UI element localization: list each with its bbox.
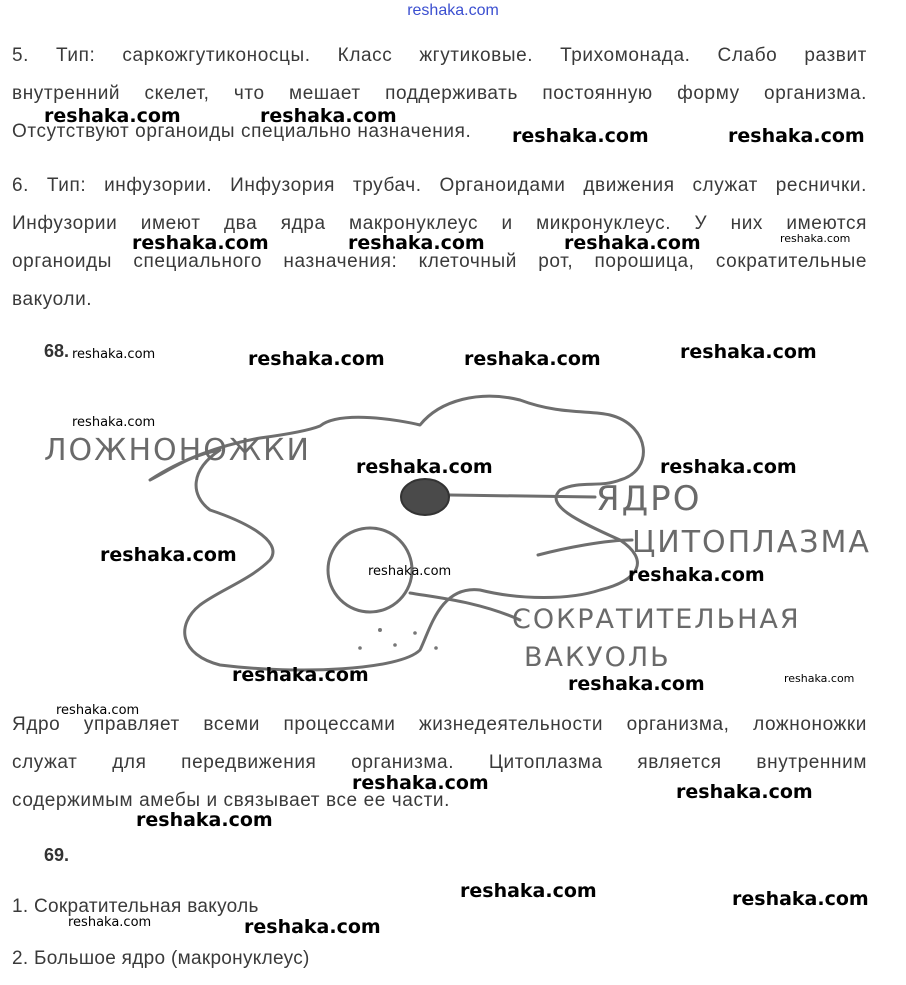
list-item: 2. Большое ядро (макронуклеус) bbox=[12, 948, 310, 969]
paragraph-line: 5. Тип: саркожгутиконосцы. Класс жгутиковые. Трихомонада. Слабо развит bbox=[12, 45, 867, 66]
vacuole-label-line1: СОКРАТИТЕЛЬНАЯ bbox=[512, 604, 801, 635]
task-number-68: 68. bbox=[44, 341, 70, 361]
watermark: reshaka.com bbox=[680, 341, 817, 363]
watermark: reshaka.com bbox=[356, 456, 493, 478]
cytoplasm-label: ЦИТОПЛАЗМА bbox=[632, 525, 871, 560]
watermark: reshaka.com bbox=[72, 415, 156, 430]
paragraph-line: служат для передвижения организма. Цитоплазма является внутренним bbox=[12, 752, 867, 773]
paragraph-line: органоиды специального назначения: клеточный рот, порошица, сократительные bbox=[12, 251, 867, 272]
watermark: reshaka.com bbox=[464, 348, 601, 370]
watermark: reshaka.com bbox=[512, 125, 649, 147]
watermark: reshaka.com bbox=[460, 880, 597, 902]
paragraph-line: Отсутствуют органоиды специально назначения. bbox=[12, 121, 472, 142]
site-link[interactable]: reshaka.com bbox=[407, 2, 499, 19]
paragraph-line: Инфузории имеют два ядра макронуклеус и микронуклеус. У них имеются bbox=[12, 213, 867, 234]
watermark: reshaka.com bbox=[232, 664, 369, 686]
list-item: 1. Сократительная вакуоль bbox=[12, 896, 259, 917]
watermark: reshaka.com bbox=[780, 232, 851, 245]
watermark: reshaka.com bbox=[564, 232, 701, 254]
task-number-69: 69. bbox=[44, 845, 70, 865]
watermark: reshaka.com bbox=[368, 564, 452, 579]
watermark: reshaka.com bbox=[244, 916, 381, 938]
watermark: reshaka.com bbox=[732, 888, 869, 910]
pseudopods-label: ЛОЖНОНОЖКИ bbox=[44, 433, 311, 468]
nucleus-shape bbox=[401, 479, 449, 515]
paragraph-line: вакуоли. bbox=[12, 289, 93, 310]
watermark: reshaka.com bbox=[568, 673, 705, 695]
watermark: reshaka.com bbox=[248, 348, 385, 370]
paragraph-line: внутренний скелет, что мешает поддерживать постоянную форму организма. bbox=[12, 83, 867, 104]
amoeba-drawing bbox=[0, 330, 906, 710]
nucleus-label: ЯДРО bbox=[596, 479, 702, 519]
watermark: reshaka.com bbox=[728, 125, 865, 147]
watermark: reshaka.com bbox=[660, 456, 797, 478]
watermark: reshaka.com bbox=[56, 703, 140, 718]
watermark: reshaka.com bbox=[676, 781, 813, 803]
watermark: reshaka.com bbox=[348, 232, 485, 254]
watermark: reshaka.com bbox=[628, 564, 765, 586]
watermark: reshaka.com bbox=[72, 347, 156, 362]
paragraph-line: содержимым амебы и связывает все ее части. bbox=[12, 790, 450, 811]
watermark: reshaka.com bbox=[784, 672, 855, 685]
watermark: reshaka.com bbox=[44, 105, 181, 127]
vacuole-label-line2: ВАКУОЛЬ bbox=[524, 642, 671, 673]
watermark: reshaka.com bbox=[68, 915, 152, 930]
watermark: reshaka.com bbox=[100, 544, 237, 566]
watermark: reshaka.com bbox=[260, 105, 397, 127]
watermark: reshaka.com bbox=[132, 232, 269, 254]
watermark: reshaka.com bbox=[136, 809, 273, 831]
paragraph-line: 6. Тип: инфузории. Инфузория трубач. Органоидами движения служат реснички. bbox=[12, 175, 867, 196]
watermark: reshaka.com bbox=[352, 772, 489, 794]
paragraph-line: Ядро управляет всеми процессами жизнедеятельности организма, ложноножки bbox=[12, 714, 867, 735]
